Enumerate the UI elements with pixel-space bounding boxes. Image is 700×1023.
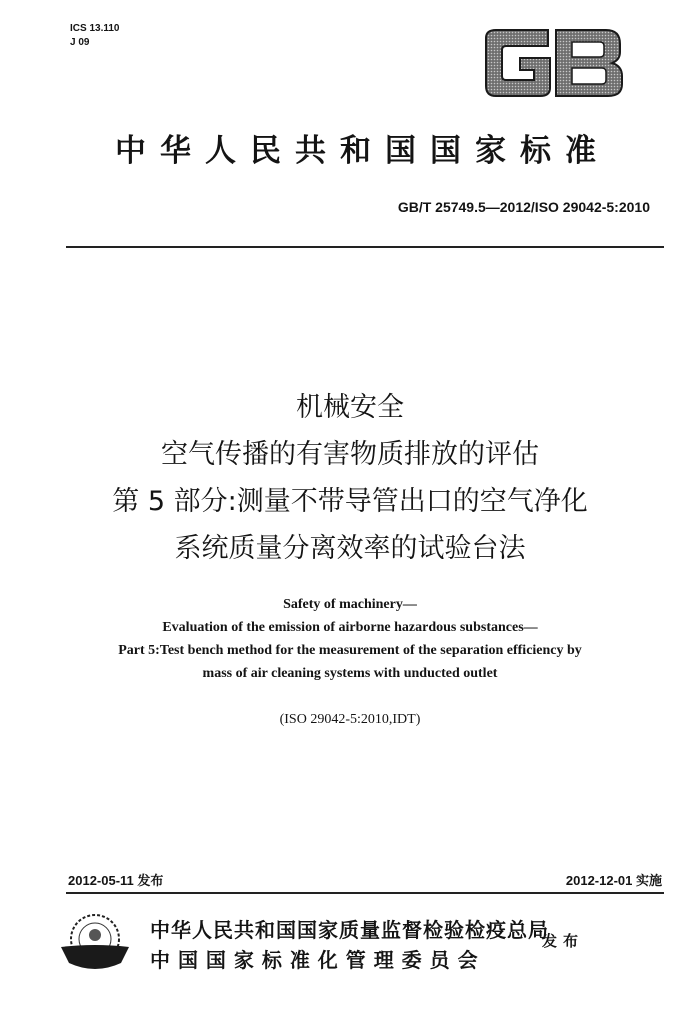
english-title-line-2: Evaluation of the emission of airborne hazardous substances— <box>162 620 538 635</box>
issuer-line-1: 中华人民共和国国家质量监督检验检疫总局 <box>150 918 549 942</box>
gb-logo <box>478 28 628 102</box>
footer-divider <box>66 892 664 894</box>
english-title-line-4: mass of air cleaning systems with unducted outlet <box>202 666 498 681</box>
ics-code: ICS 13.110 <box>70 23 120 34</box>
english-title-line-1: Safety of machinery— <box>283 597 417 612</box>
chinese-title-line-4: 系统质量分离效率的试验台法 <box>174 533 526 564</box>
implementation-date: 2012-12-01 实施 <box>565 873 662 888</box>
chinese-title-line-1: 机械安全 <box>296 392 404 423</box>
publish-label: 发布 <box>542 932 585 950</box>
iso-reference: (ISO 29042-5:2010,IDT) <box>279 712 421 727</box>
chinese-title-line-2: 空气传播的有害物质排放的评估 <box>161 439 539 470</box>
issue-date: 2012-05-11 发布 <box>68 873 164 888</box>
standard-title: 中华人民共和国国家标准 <box>115 133 610 169</box>
ccs-code: J 09 <box>70 37 90 48</box>
english-title-line-3: Part 5:Test bench method for the measurement of the separation efficiency by <box>118 643 582 658</box>
seal-emblem <box>55 913 135 979</box>
issuer-line-2: 中 国 国 家 标 准 化 管 理 委 员 会 <box>150 948 479 972</box>
chinese-title-line-3: 第 5 部分:测量不带导管出口的空气净化 <box>112 486 588 517</box>
standard-code: GB/T 25749.5—2012/ISO 29042-5:2010 <box>397 199 650 215</box>
divider <box>66 246 664 248</box>
